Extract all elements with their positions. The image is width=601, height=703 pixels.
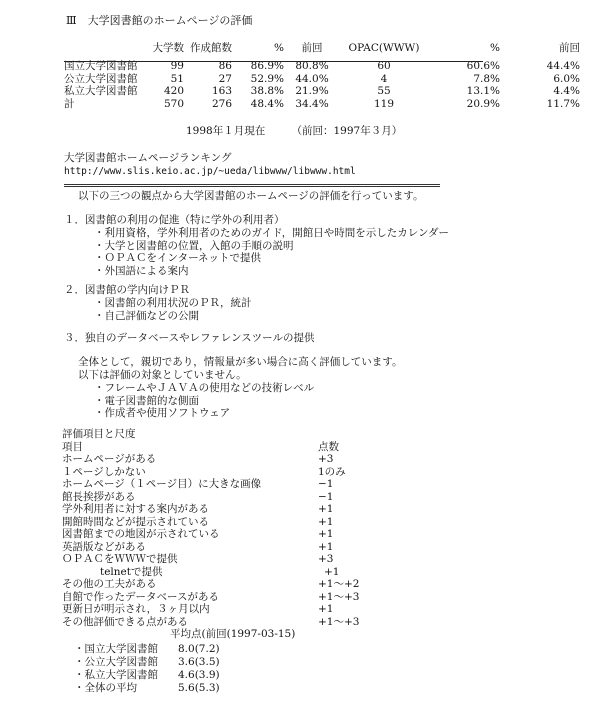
- eval-item: １ページしかない: [62, 465, 146, 478]
- table-cell: 86.9%: [250, 60, 284, 72]
- eval-points: +1: [318, 515, 334, 528]
- eval-points: +1: [318, 603, 334, 615]
- header-cell: %: [274, 42, 284, 54]
- table-cell: 60.6%: [466, 60, 500, 72]
- section-heading-1: １．図書館の利用の促進（特に学外の利用者）: [64, 214, 285, 226]
- table-cell: 国立大学図書館: [64, 60, 138, 72]
- list-item: ・大学と図書館の位置，入館の手順の説明: [94, 239, 294, 252]
- eval-item: telnetで提供: [100, 565, 163, 578]
- eval-points: 1のみ: [318, 465, 346, 478]
- summary-line-2: 以下は評価の対象としていません。: [78, 369, 247, 381]
- table-cell: 13.1%: [466, 85, 500, 98]
- table-cell: 4: [380, 72, 388, 85]
- header-cell: 作成館数: [190, 42, 232, 54]
- list-item: ・外国語による案内: [94, 264, 189, 277]
- table-cell: 4.4%: [553, 85, 580, 98]
- eval-item: 学外利用者に対する案内がある: [62, 503, 209, 515]
- average-label: ・公立大学図書館: [74, 656, 158, 668]
- column-header-item: 項目: [62, 440, 83, 453]
- average-label: ・全体の平均: [74, 682, 137, 694]
- eval-points: −1: [318, 490, 334, 503]
- table-cell: 34.4%: [295, 97, 329, 110]
- table-cell: 私立大学図書館: [64, 85, 138, 98]
- header-cell: 大学数: [152, 42, 184, 54]
- table-cell: 21.9%: [295, 85, 329, 98]
- list-item: ・電子図書館的な側面: [94, 394, 199, 407]
- list-item: ・作成者や使用ソフトウェア: [94, 407, 231, 419]
- header-cell: %: [490, 42, 500, 54]
- eval-points: −1: [318, 478, 334, 490]
- table-cell: 6.0%: [553, 72, 580, 85]
- table-cell: 570: [163, 97, 184, 110]
- eval-item: 館長挨拶がある: [62, 490, 136, 503]
- table-cell: 55: [377, 85, 391, 98]
- eval-item: 英語版などがある: [62, 540, 146, 553]
- table-cell: 48.4%: [250, 97, 284, 110]
- eval-points: +1: [324, 565, 340, 578]
- eval-item: 図書館までの地図が示されている: [62, 528, 220, 540]
- eval-item: ホームページ（１ページ目）に大きな画像: [62, 478, 262, 490]
- eval-points: +1〜+3: [318, 590, 360, 603]
- list-item: ・図書館の利用状況のＰＲ，統計: [94, 297, 252, 309]
- table-cell: 38.8%: [250, 85, 284, 98]
- table-cell: 44.0%: [295, 72, 329, 85]
- section-1-list: [94, 227, 449, 277]
- eval-points: +3: [318, 553, 334, 565]
- list-item: ・自己評価などの公開: [94, 309, 199, 322]
- eval-item: その他の工夫がある: [62, 578, 157, 590]
- table-header-divider: [64, 61, 483, 62]
- section-heading-2: ２．図書館の学内向けＰＲ: [64, 284, 190, 296]
- eval-item: ＯＰＡＣをＷＷＷで提供: [62, 553, 178, 565]
- header-cell: 前回: [559, 42, 580, 54]
- table-cell: 86: [218, 60, 232, 72]
- eval-points: +1: [318, 503, 334, 515]
- list-item: ・ＯＰＡＣをインターネットで提供: [94, 252, 262, 264]
- table-row-total: [64, 98, 580, 111]
- header-cell: OPAC(WWW): [348, 42, 420, 54]
- table-cell: 52.9%: [250, 72, 284, 85]
- stats-table: [64, 42, 580, 110]
- average-value: 5.6(5.3): [178, 682, 220, 694]
- summary-line-1: 全体として，親切であり，情報量が多い場合に高く評価しています。: [78, 356, 403, 368]
- ranking-url: http://www.slis.keio.ac.jp/~ueda/libwww/libwww.html: [64, 166, 356, 177]
- table-cell: 計: [64, 97, 75, 110]
- eval-item: 更新日が明示され，３ヶ月以内: [62, 603, 210, 615]
- table-cell: 44.4%: [546, 60, 580, 72]
- double-divider: [64, 184, 440, 187]
- list-item: ・利用資格，学外利用者のためのガイド，開館日や時間を示したカレンダー: [94, 227, 450, 239]
- eval-item: その他評価できる点がある: [62, 615, 188, 628]
- date-line: 1998年１月現在 （前回：1997年３月）: [186, 125, 403, 137]
- table-cell: 11.7%: [546, 97, 580, 110]
- table-cell: 7.8%: [473, 72, 500, 85]
- table-cell: 276: [211, 97, 232, 110]
- eval-points: +1〜+3: [318, 615, 360, 628]
- summary-list: [94, 382, 314, 420]
- table-cell: 420: [163, 85, 184, 98]
- table-cell: 27: [218, 72, 232, 85]
- section-heading-3: ３．独自のデータベースやレファレンスツールの提供: [64, 332, 315, 344]
- table-row: [64, 85, 580, 98]
- eval-points: +3: [318, 453, 334, 465]
- table-cell: 119: [373, 97, 395, 110]
- average-value: 8.0(7.2): [178, 643, 220, 655]
- list-item: ・フレームやＪＡＶＡの使用などの技術レベル: [94, 382, 315, 394]
- table-cell: 80.8%: [295, 60, 329, 72]
- stats-header-row: [64, 42, 580, 59]
- eval-points: +1: [318, 528, 334, 540]
- table-cell: 163: [211, 85, 232, 98]
- eval-points: +1: [318, 540, 334, 553]
- eval-points: +1〜+2: [318, 578, 360, 590]
- section-2-list: [94, 297, 252, 322]
- evaluation-title: 評価項目と尺度: [62, 428, 136, 440]
- table-cell: 公立大学図書館: [64, 72, 138, 85]
- average-label: ・国立大学図書館: [74, 643, 158, 655]
- average-value: 4.6(3.9): [178, 669, 220, 681]
- eval-item: 開館時間などが提示されている: [62, 515, 209, 528]
- section-title: Ⅲ 大学図書館のホームページの評価: [66, 14, 253, 27]
- table-cell: 20.9%: [466, 97, 500, 110]
- table-row: [64, 73, 580, 86]
- ranking-title: 大学図書館ホームページランキング: [64, 152, 232, 164]
- column-header-points: 点数: [318, 440, 339, 453]
- average-label: ・私立大学図書館: [74, 669, 158, 681]
- table-cell: 60: [377, 60, 391, 72]
- eval-item: ホームページがある: [62, 453, 157, 465]
- intro-text: 以下の三つの観点から大学図書館のホームページの評価を行っています。: [78, 190, 424, 202]
- header-cell: [64, 42, 144, 59]
- table-cell: 51: [170, 72, 184, 85]
- table-cell: 99: [170, 60, 184, 72]
- averages-title: 平均点(前回(1997-03-15): [170, 628, 296, 640]
- eval-item: 自館で作ったデータベースがある: [62, 590, 219, 603]
- header-cell: 前回: [301, 42, 323, 54]
- average-value: 3.6(3.5): [178, 656, 220, 668]
